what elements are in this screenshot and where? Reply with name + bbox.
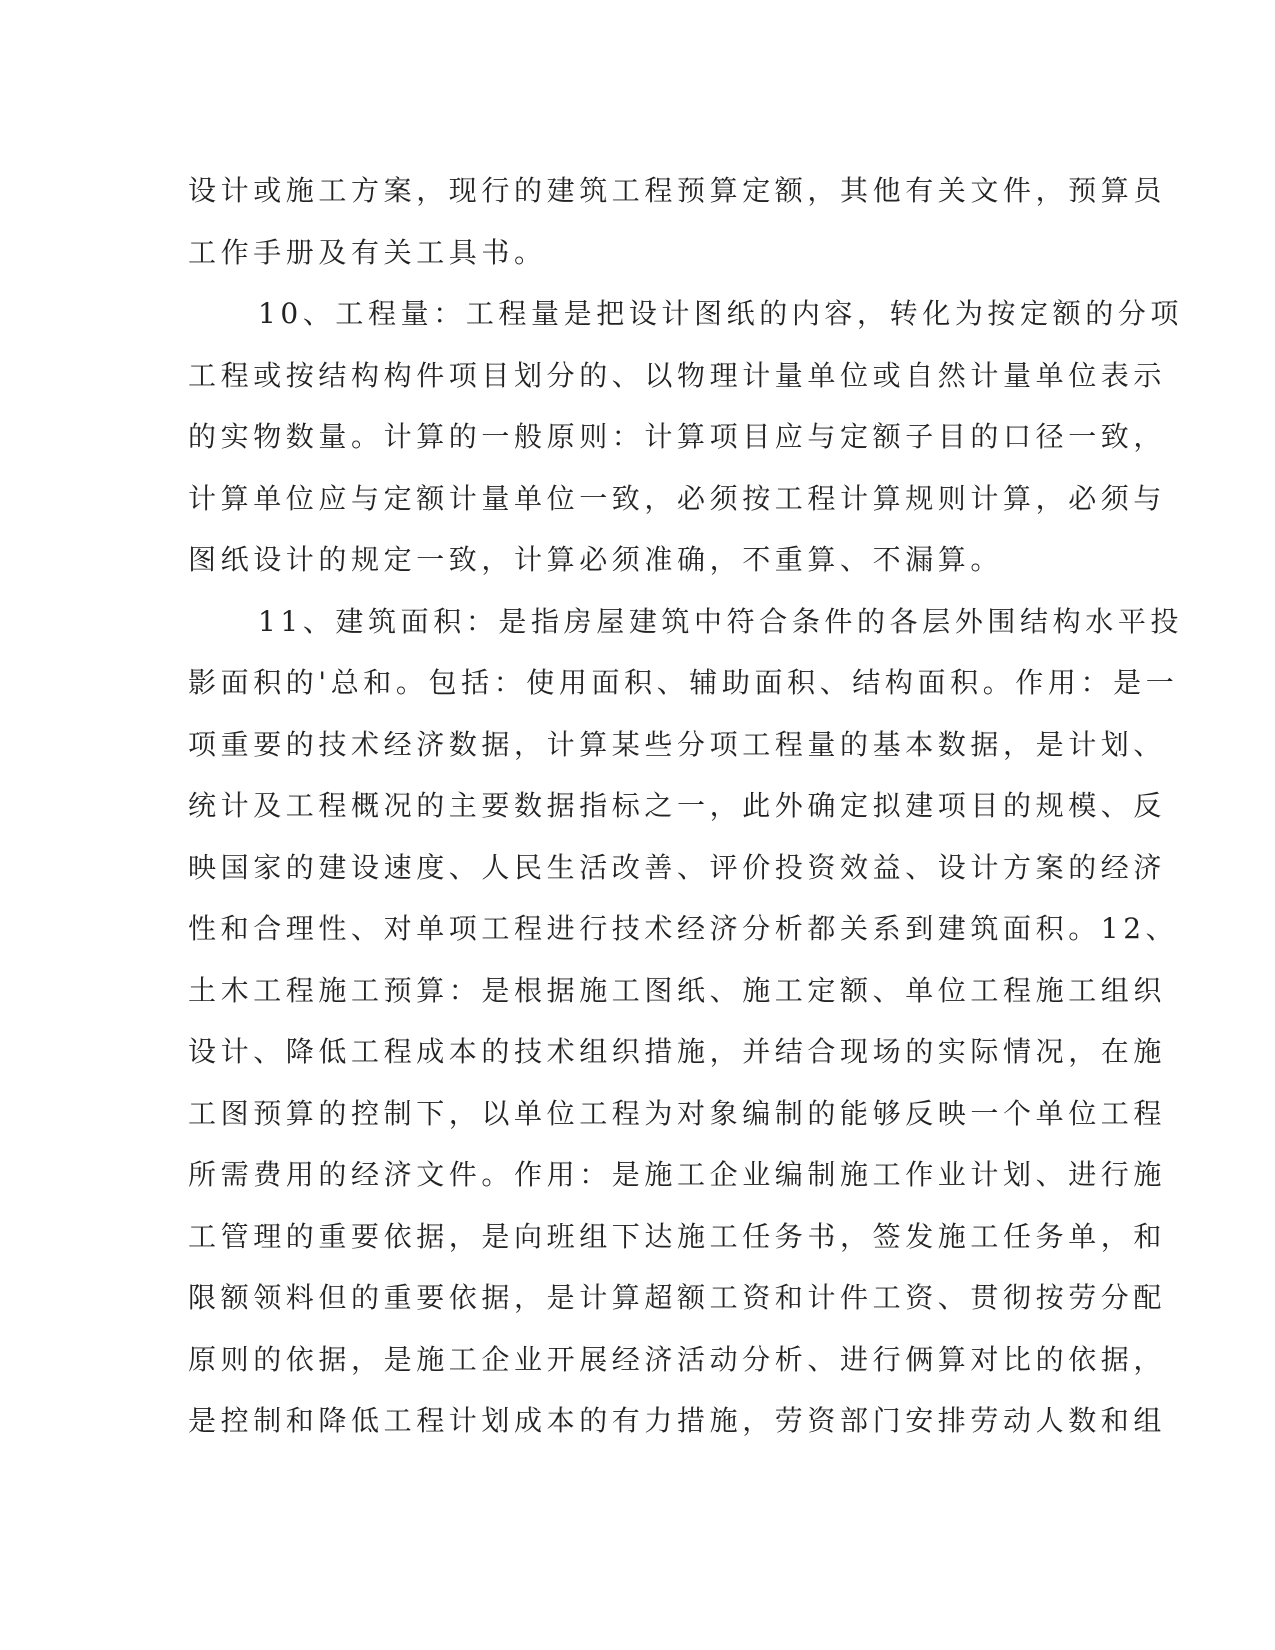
text-line: 工作手册及有关工具书。 (188, 235, 547, 269)
text-line: 工图预算的控制下，以单位工程为对象编制的能够反映一个单位工程 (188, 1096, 1167, 1130)
text-line: 设计、降低工程成本的技术组织措施，并结合现场的实际情况，在施 (188, 1035, 1167, 1068)
text-line: 图纸设计的规定一致，计算必须准确，不重算、不漏算。 (188, 543, 1004, 576)
text-line: 工程或按结构构件项目划分的、以物理计量单位或自然计量单位表示 (188, 358, 1167, 392)
text-line: 映国家的建设速度、人民生活改善、评价投资效益、设计方案的经济 (188, 850, 1167, 884)
text-line: 性和合理性、对单项工程进行技术经济分析都关系到建筑面积。12、 (188, 912, 1179, 945)
text-line: 的实物数量。计算的一般原则：计算项目应与定额子目的口径一致， (188, 420, 1167, 453)
body-text (188, 160, 1184, 1452)
text-line: 设计或施工方案，现行的建筑工程预算定额，其他有关文件，预算员 (188, 174, 1167, 207)
text-line: 10、工程量：工程量是把设计图纸的内容，转化为按定额的分项 (258, 297, 1184, 330)
text-line: 所需费用的经济文件。作用：是施工企业编制施工作业计划、进行施 (188, 1158, 1167, 1191)
text-line: 11、建筑面积：是指房屋建筑中符合条件的各层外围结构水平投 (258, 604, 1184, 638)
text-line: 限额领料但的重要依据，是计算超额工资和计件工资、贯彻按劳分配 (188, 1281, 1167, 1314)
text-line: 是控制和降低工程计划成本的有力措施，劳资部门安排劳动人数和组 (188, 1404, 1167, 1437)
text-line: 项重要的技术经济数据，计算某些分项工程量的基本数据，是计划、 (188, 727, 1167, 761)
text-line: 土木工程施工预算：是根据施工图纸、施工定额、单位工程施工组织 (188, 973, 1167, 1007)
text-line: 统计及工程概况的主要数据指标之一，此外确定拟建项目的规模、反 (188, 789, 1167, 822)
text-line: 影面积的'总和。包括：使用面积、辅助面积、结构面积。作用：是一 (188, 666, 1179, 699)
text-line: 计算单位应与定额计量单位一致，必须按工程计算规则计算，必须与 (188, 481, 1167, 515)
text-line: 工管理的重要依据，是向班组下达施工任务书，签发施工任务单，和 (188, 1219, 1167, 1253)
text-line: 原则的依据，是施工企业开展经济活动分析、进行俩算对比的依据， (188, 1342, 1167, 1376)
